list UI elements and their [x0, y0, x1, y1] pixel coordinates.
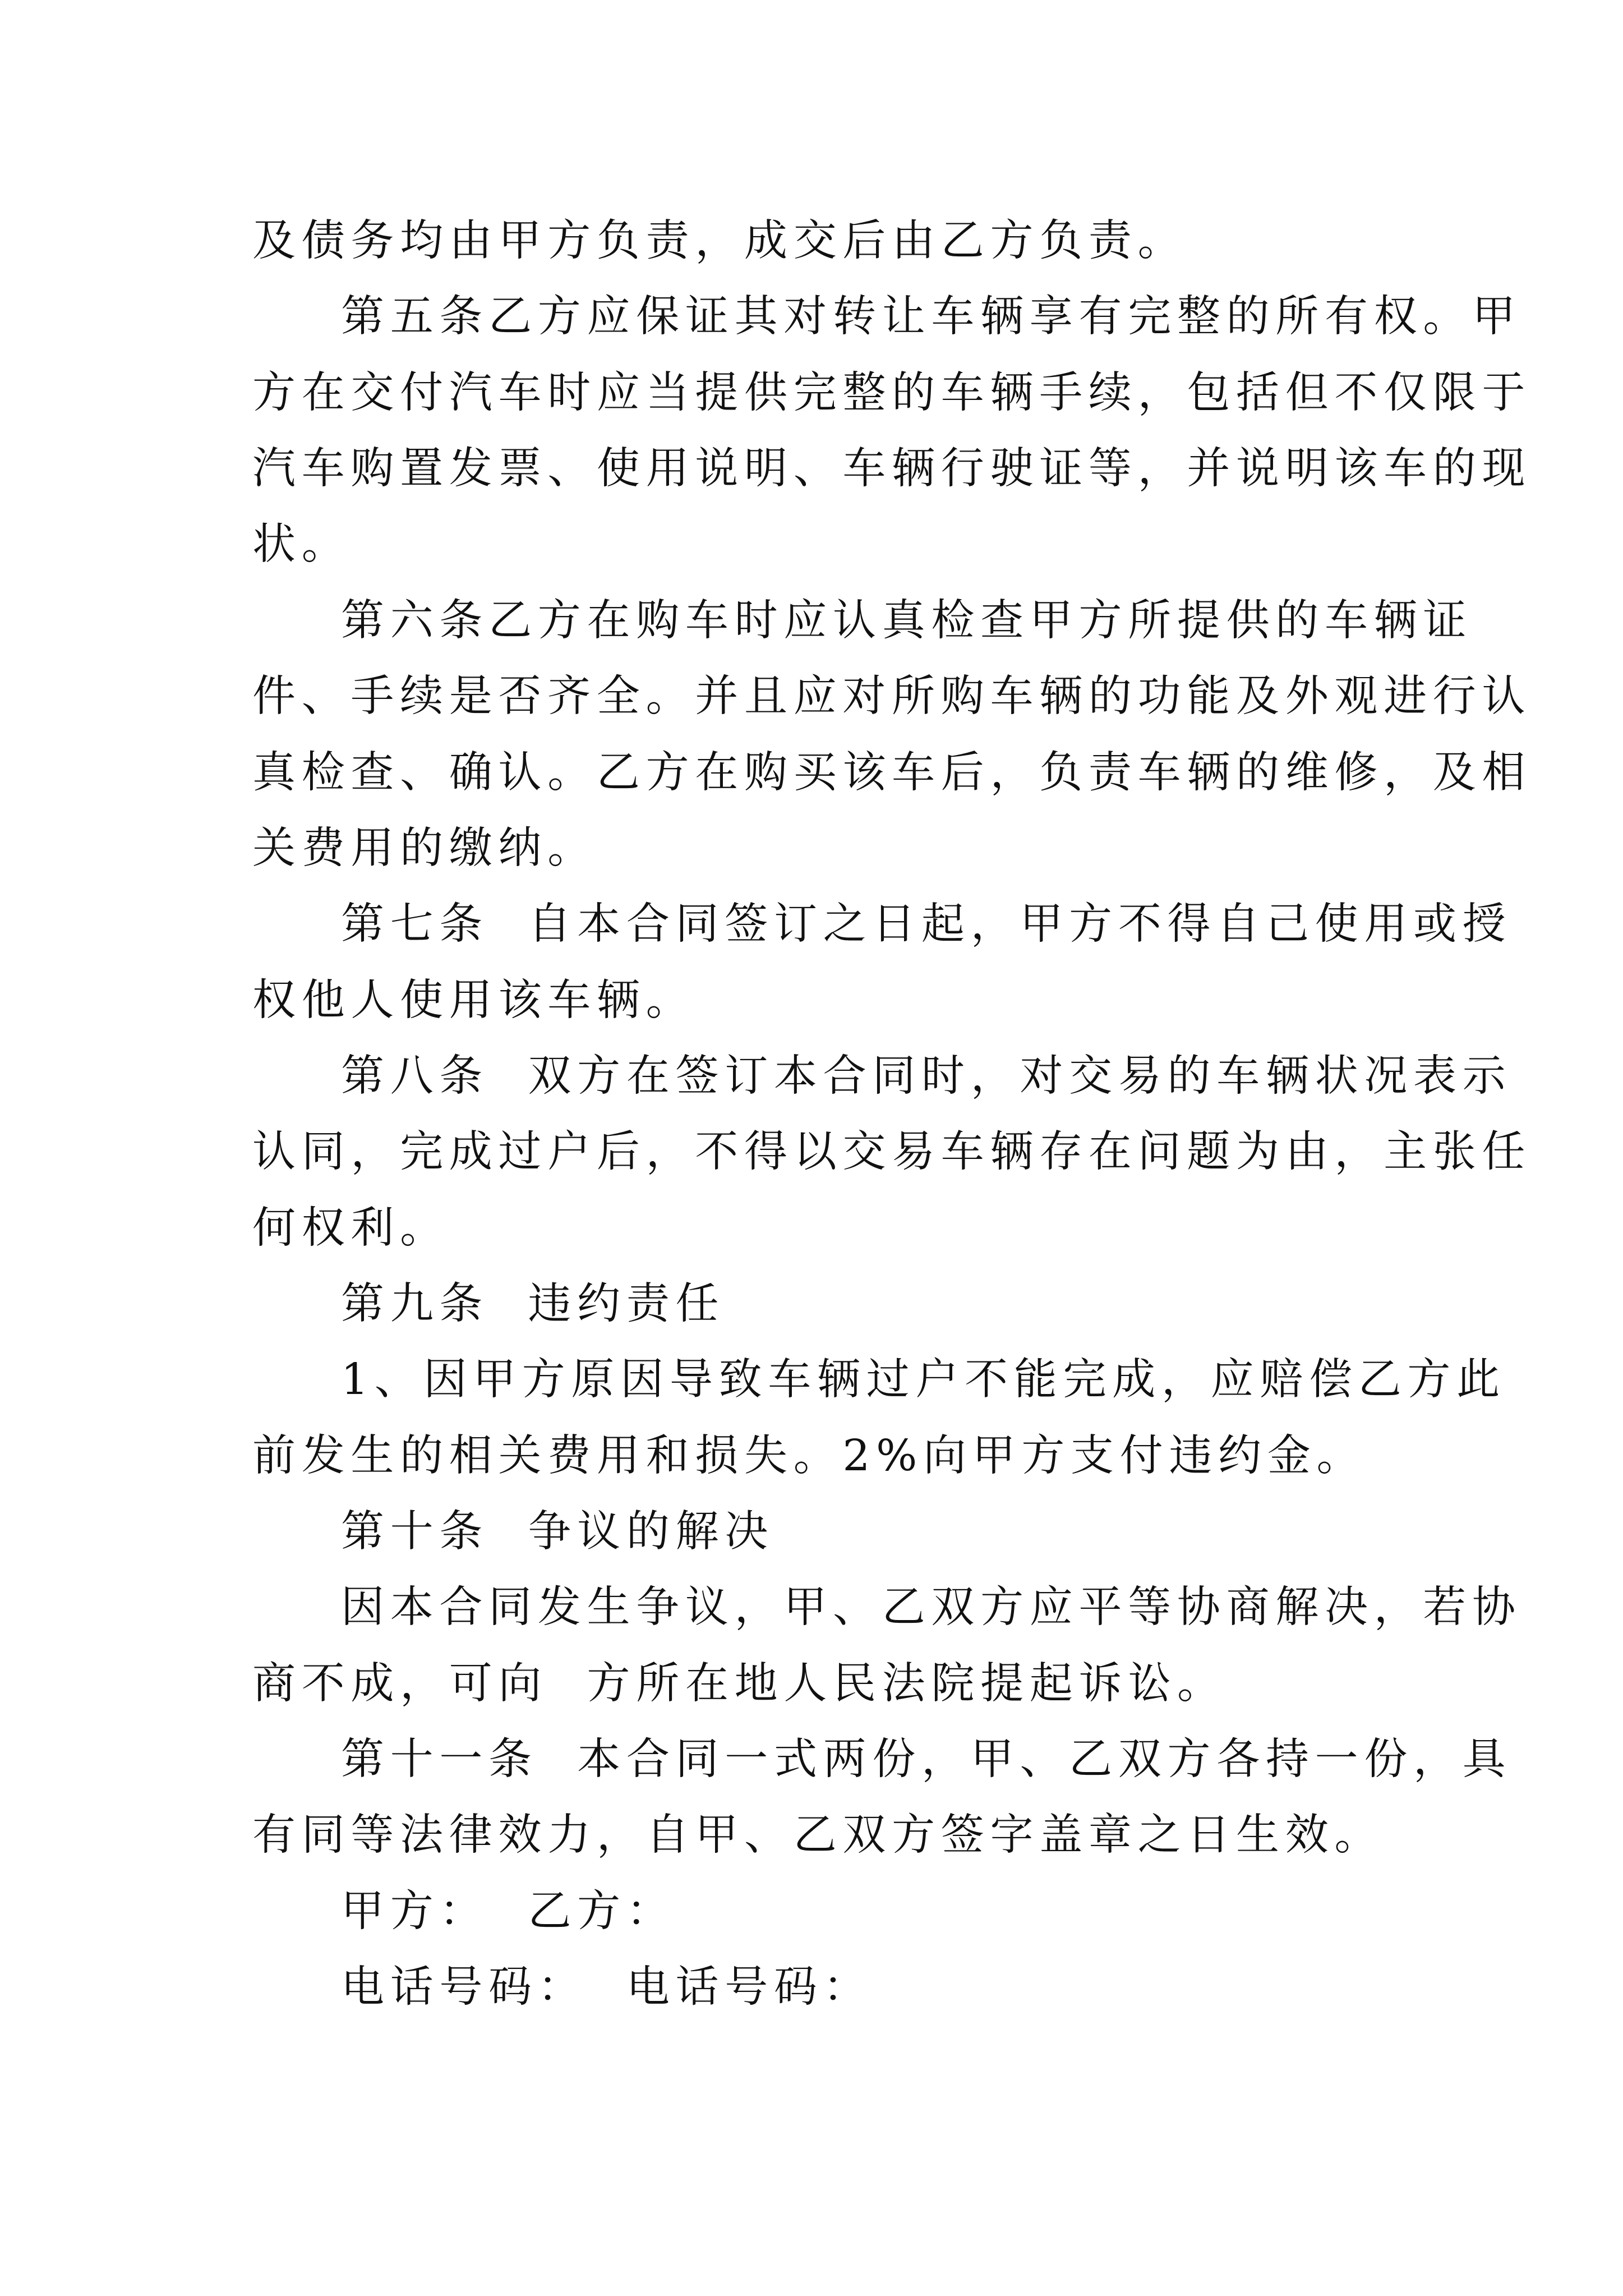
text-line-20: 商不成，可向 方所在地人民法院提起诉讼。	[252, 1659, 1227, 1709]
text-line-10: 第七条 自本合同签订之日起，甲方不得自己使用或授	[341, 899, 1512, 949]
text-line-4: 汽车购置发票、使用说明、车辆行驶证等，并说明该车的现	[252, 444, 1532, 494]
text-line-23: 甲方： 乙方：	[341, 1887, 676, 1936]
text-line-12: 第八条 双方在签订本合同时，对交易的车辆状况表示	[341, 1051, 1512, 1101]
text-line-3: 方在交付汽车时应当提供完整的车辆手续，包括但不仅限于	[252, 368, 1532, 418]
text-line-1: 及债务均由甲方负责，成交后由乙方负责。	[252, 216, 1187, 266]
text-line-9: 关费用的缴纳。	[252, 823, 597, 873]
text-line-2: 第五条乙方应保证其对转让车辆享有完整的所有权。甲	[341, 292, 1521, 342]
text-line-5: 状。	[252, 519, 351, 569]
text-line-24: 电话号码： 电话号码：	[341, 1962, 873, 2012]
text-line-21: 第十一条 本合同一式两份，甲、乙双方各持一份，具	[341, 1734, 1512, 1784]
text-line-7: 件、手续是否齐全。并且应对所购车辆的功能及外观进行认	[252, 671, 1532, 721]
text-line-8: 真检查、确认。乙方在购买该车后，负责车辆的维修，及相	[252, 748, 1532, 798]
text-line-22: 有同等法律效力，自甲、乙双方签字盖章之日生效。	[252, 1810, 1384, 1860]
text-line-17: 前发生的相关费用和损失。2%向甲方支付违约金。	[252, 1431, 1366, 1481]
text-line-13: 认同，完成过户后，不得以交易车辆存在问题为由，主张任	[252, 1127, 1532, 1177]
text-line-18: 第十条 争议的解决	[341, 1507, 774, 1557]
text-line-19: 因本合同发生争议，甲、乙双方应平等协商解决，若协	[341, 1582, 1521, 1632]
text-line-16: 1、因甲方原因导致车辆过户不能完成，应赔偿乙方此	[341, 1355, 1506, 1405]
text-line-14: 何权利。	[252, 1203, 449, 1253]
text-line-6: 第六条乙方在购车时应认真检查甲方所提供的车辆证	[341, 596, 1473, 646]
text-line-15: 第九条 违约责任	[341, 1279, 725, 1329]
text-line-11: 权他人使用该车辆。	[252, 976, 695, 1025]
